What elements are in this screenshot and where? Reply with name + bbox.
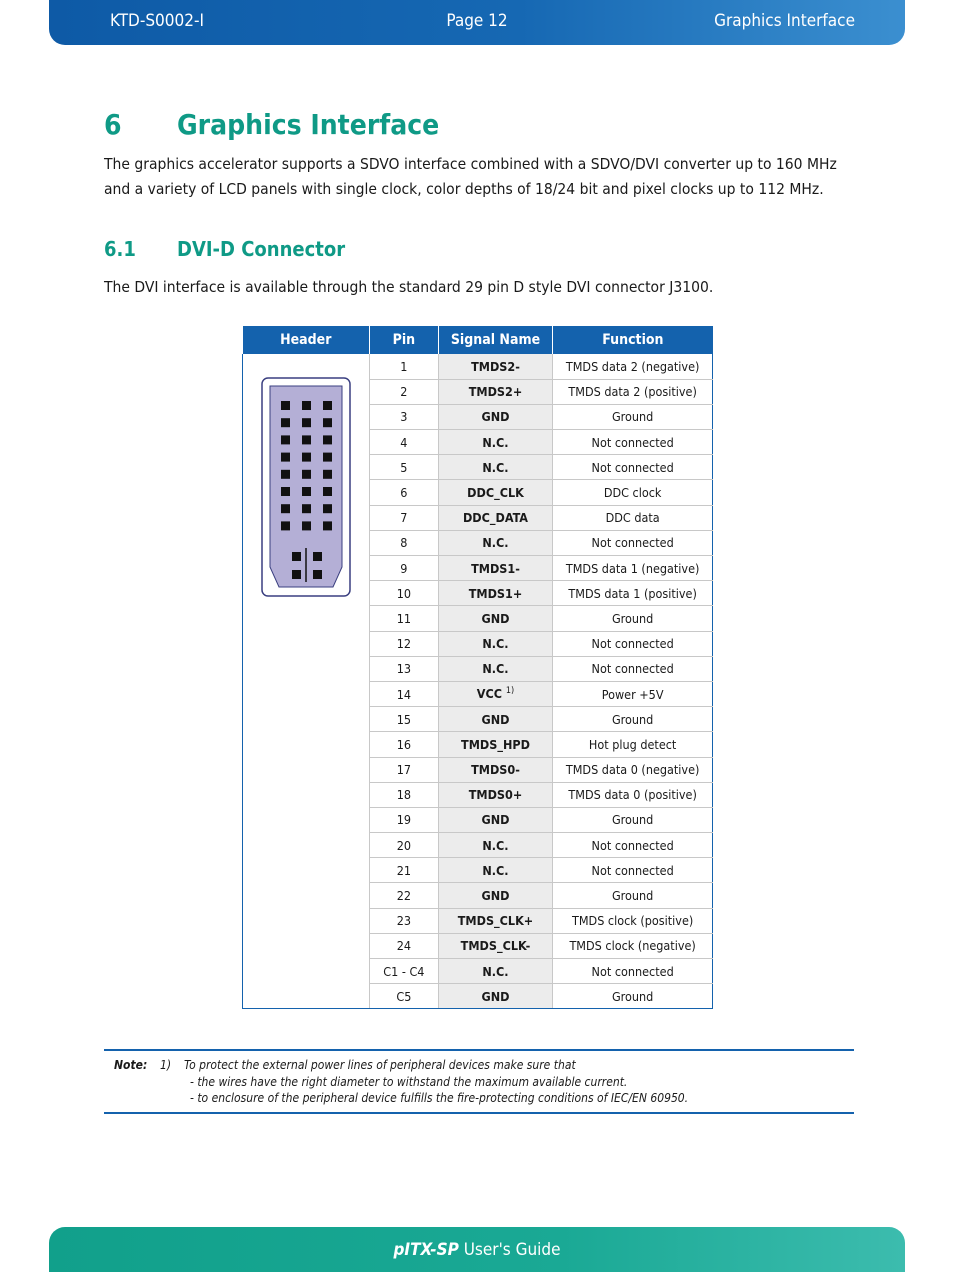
signal-cell	[438, 984, 553, 1009]
page-number: Page 12	[446, 11, 508, 31]
connector-pin	[323, 521, 332, 530]
pin-cell: 10	[370, 581, 439, 606]
connector-pin	[302, 487, 311, 496]
signal-cell	[438, 480, 553, 505]
pin-cell: 2	[370, 379, 439, 404]
col-pin: Pin	[370, 326, 439, 354]
pin-cell: 1	[370, 354, 439, 379]
pin-cell: 3	[370, 404, 439, 429]
signal-cell	[438, 379, 553, 404]
function-cell: Ground	[553, 807, 713, 832]
signal-name: N.C.	[482, 459, 509, 475]
note-label: Note:	[114, 1058, 148, 1072]
pin-cell: 20	[370, 833, 439, 858]
function-cell: TMDS data 0 (positive)	[553, 782, 713, 807]
signal-cell	[438, 354, 553, 379]
connector-pin	[302, 521, 311, 530]
signal-name: VCC	[476, 686, 502, 702]
signal-name: TMDS2+	[468, 384, 523, 400]
footer-title	[49, 1240, 905, 1260]
signal-name: DDC_DATA	[462, 510, 528, 526]
signal-cell	[438, 807, 553, 832]
signal-name: TMDS_CLK+	[457, 913, 534, 929]
signal-name: GND	[481, 988, 510, 1004]
signal-name: TMDS1+	[468, 585, 523, 601]
signal-name: GND	[481, 409, 510, 425]
connector-pin	[281, 521, 290, 530]
pin-cell: 5	[370, 455, 439, 480]
connector-pin	[281, 418, 290, 427]
function-cell: TMDS data 0 (negative)	[553, 757, 713, 782]
col-function: Function	[553, 326, 713, 354]
pinout-table	[242, 326, 713, 1009]
connector-pin	[302, 504, 311, 513]
note-number: 1)	[160, 1058, 172, 1072]
connector-pin	[302, 470, 311, 479]
signal-name: TMDS_HPD	[461, 736, 530, 752]
product-name: pITX-SP	[393, 1240, 459, 1260]
signal-cell	[438, 681, 553, 706]
connector-pin	[281, 453, 290, 462]
signal-cell	[438, 883, 553, 908]
pin-cell: 16	[370, 732, 439, 757]
pin-cell: 24	[370, 933, 439, 958]
signal-name: DDC_CLK	[467, 485, 524, 501]
note-box	[104, 1049, 854, 1114]
signal-name: TMDS1-	[471, 560, 520, 576]
function-cell: Not connected	[553, 430, 713, 455]
connector-pin	[302, 401, 311, 410]
pin-cell: 12	[370, 631, 439, 656]
signal-name: GND	[481, 711, 510, 727]
function-cell: TMDS data 1 (positive)	[553, 581, 713, 606]
function-cell: Ground	[553, 883, 713, 908]
connector-c-pin	[292, 570, 301, 579]
signal-cell	[438, 782, 553, 807]
connector-pin	[281, 504, 290, 513]
signal-cell	[438, 631, 553, 656]
chapter-number: 6	[104, 108, 122, 141]
signal-cell	[438, 530, 553, 555]
signal-name: N.C.	[482, 862, 509, 878]
note-line-3: - to enclosure of the peripheral device fulfills the fire-protecting conditions of IEC/EN 60950.	[190, 1091, 689, 1105]
signal-cell	[438, 707, 553, 732]
section-title: DVI-D Connector	[177, 237, 346, 261]
signal-name: TMDS_CLK-	[460, 938, 531, 954]
signal-cell	[438, 933, 553, 958]
connector-pin	[302, 453, 311, 462]
signal-name: N.C.	[482, 636, 509, 652]
function-cell: DDC data	[553, 505, 713, 530]
signal-cell	[438, 757, 553, 782]
signal-name: GND	[481, 610, 510, 626]
signal-cell	[438, 556, 553, 581]
function-cell: Not connected	[553, 656, 713, 681]
pin-cell: 4	[370, 430, 439, 455]
function-cell: Ground	[553, 404, 713, 429]
page-header	[49, 0, 905, 45]
signal-name: TMDS2-	[471, 358, 520, 374]
connector-image-cell	[243, 354, 370, 1009]
function-cell: TMDS clock (positive)	[553, 908, 713, 933]
connector-pin	[302, 435, 311, 444]
signal-cell	[438, 858, 553, 883]
section-paragraph: The DVI interface is available through the standard 29 pin D style DVI connector J3100.	[104, 278, 714, 296]
signal-name: N.C.	[482, 535, 509, 551]
table-header-row	[243, 326, 713, 354]
connector-c-pin	[313, 570, 322, 579]
table-body	[243, 354, 713, 1009]
table-row	[243, 354, 713, 379]
footer-suffix: User's Guide	[458, 1240, 561, 1260]
connector-pin	[281, 435, 290, 444]
pin-cell: 13	[370, 656, 439, 681]
pin-cell: 6	[370, 480, 439, 505]
signal-name: N.C.	[482, 661, 509, 677]
pin-cell: 15	[370, 707, 439, 732]
connector-pin	[323, 401, 332, 410]
function-cell: Not connected	[553, 631, 713, 656]
pin-cell: C5	[370, 984, 439, 1009]
connector-pin	[281, 470, 290, 479]
function-cell: Ground	[553, 606, 713, 631]
connector-pin	[323, 470, 332, 479]
chapter-title: Graphics Interface	[177, 108, 440, 141]
signal-name: TMDS0+	[468, 787, 523, 803]
function-cell: Hot plug detect	[553, 732, 713, 757]
pin-cell: 8	[370, 530, 439, 555]
pin-cell: 9	[370, 556, 439, 581]
note-line-2: - the wires have the right diameter to withstand the maximum available current.	[190, 1075, 628, 1089]
signal-cell	[438, 656, 553, 681]
pin-cell: 21	[370, 858, 439, 883]
connector-pin	[323, 418, 332, 427]
signal-cell	[438, 732, 553, 757]
function-cell: Not connected	[553, 455, 713, 480]
function-cell: Power +5V	[553, 681, 713, 706]
signal-cell	[438, 908, 553, 933]
pin-cell: 23	[370, 908, 439, 933]
footnote-marker: 1)	[505, 686, 515, 697]
connector-pin	[302, 418, 311, 427]
signal-cell	[438, 455, 553, 480]
signal-cell	[438, 581, 553, 606]
connector-c-pin	[313, 552, 322, 561]
note-line-1: To protect the external power lines of peripheral devices make sure that	[184, 1058, 576, 1072]
pin-cell: 22	[370, 883, 439, 908]
section-heading	[104, 237, 345, 261]
pin-cell: 19	[370, 807, 439, 832]
dvi-connector-diagram	[243, 354, 369, 614]
function-cell: Not connected	[553, 530, 713, 555]
doc-id: KTD-S0002-I	[110, 11, 204, 31]
signal-name: N.C.	[482, 837, 509, 853]
pin-cell: 14	[370, 681, 439, 706]
function-cell: DDC clock	[553, 480, 713, 505]
function-cell: Not connected	[553, 858, 713, 883]
function-cell: Not connected	[553, 833, 713, 858]
pin-cell: 11	[370, 606, 439, 631]
col-header: Header	[243, 326, 370, 354]
signal-name: TMDS0-	[471, 762, 520, 778]
signal-cell	[438, 505, 553, 530]
connector-pin	[323, 487, 332, 496]
connector-pin	[323, 504, 332, 513]
connector-pin	[323, 453, 332, 462]
signal-name: GND	[481, 812, 510, 828]
function-cell: TMDS data 1 (negative)	[553, 556, 713, 581]
signal-cell	[438, 833, 553, 858]
signal-cell	[438, 404, 553, 429]
header-section: Graphics Interface	[714, 11, 855, 31]
signal-name: GND	[481, 888, 510, 904]
connector-pin	[281, 401, 290, 410]
signal-name: N.C.	[482, 434, 509, 450]
pin-cell: C1 - C4	[370, 959, 439, 984]
function-cell: Not connected	[553, 959, 713, 984]
signal-name: N.C.	[482, 963, 509, 979]
function-cell: Ground	[553, 707, 713, 732]
connector-c-pin	[292, 552, 301, 561]
function-cell: TMDS clock (negative)	[553, 933, 713, 958]
pin-cell: 17	[370, 757, 439, 782]
signal-cell	[438, 606, 553, 631]
section-number: 6.1	[104, 237, 136, 261]
connector-pin	[323, 435, 332, 444]
pin-cell: 7	[370, 505, 439, 530]
chapter-heading	[104, 108, 439, 141]
function-cell: TMDS data 2 (positive)	[553, 379, 713, 404]
function-cell: Ground	[553, 984, 713, 1009]
col-signal-name: Signal Name	[438, 326, 553, 354]
pin-cell: 18	[370, 782, 439, 807]
chapter-paragraph: The graphics accelerator supports a SDVO interface combined with a SDVO/DVI converter up to 160 MHz and a variety of LCD panels with single clock, color depths of 18/24 bit and pixel clocks up to 112 MHz.	[104, 155, 837, 198]
signal-cell	[438, 959, 553, 984]
connector-pin	[281, 487, 290, 496]
signal-cell	[438, 430, 553, 455]
page-footer	[49, 1227, 905, 1272]
function-cell: TMDS data 2 (negative)	[553, 354, 713, 379]
